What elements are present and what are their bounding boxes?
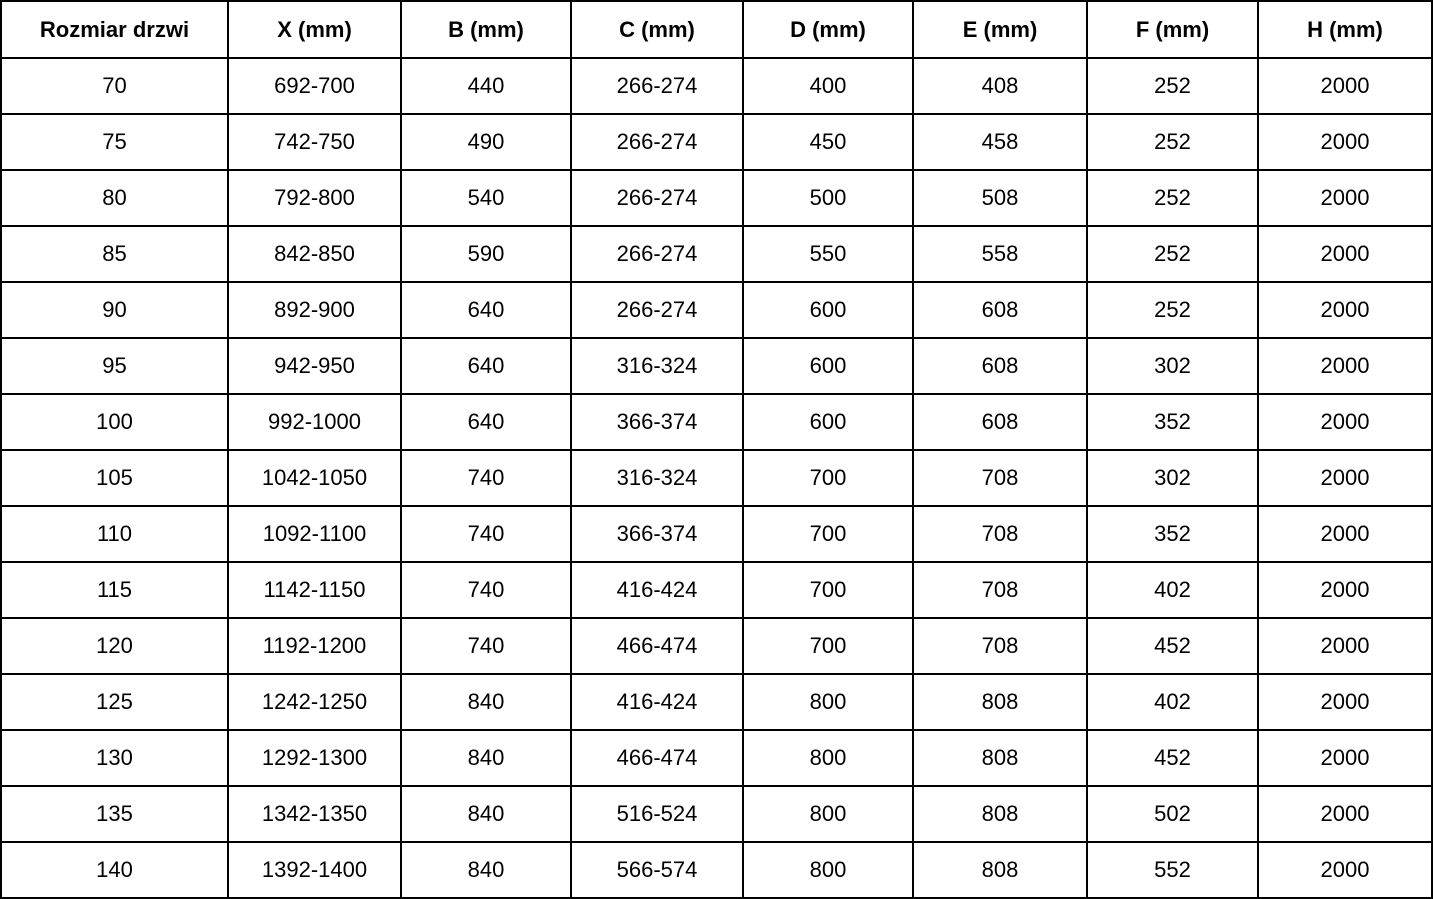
table-cell: 450	[743, 114, 913, 170]
table-cell: 740	[401, 506, 571, 562]
table-cell: 120	[1, 618, 228, 674]
table-cell: 992-1000	[228, 394, 401, 450]
table-cell: 800	[743, 674, 913, 730]
table-cell: 110	[1, 506, 228, 562]
table-cell: 2000	[1258, 562, 1432, 618]
table-cell: 558	[913, 226, 1087, 282]
table-cell: 316-324	[571, 450, 743, 506]
table-cell: 2000	[1258, 170, 1432, 226]
table-row	[1, 506, 1432, 562]
table-cell: 2000	[1258, 450, 1432, 506]
table-cell: 416-424	[571, 562, 743, 618]
table-cell: 600	[743, 394, 913, 450]
table-cell: 740	[401, 562, 571, 618]
table-cell: 402	[1087, 674, 1258, 730]
table-cell: 740	[401, 618, 571, 674]
column-header: D (mm)	[743, 1, 913, 58]
table-cell: 808	[913, 842, 1087, 898]
table-row	[1, 226, 1432, 282]
table-cell: 608	[913, 282, 1087, 338]
table-cell: 2000	[1258, 730, 1432, 786]
table-cell: 1242-1250	[228, 674, 401, 730]
table-row	[1, 730, 1432, 786]
table-cell: 266-274	[571, 58, 743, 114]
table-cell: 508	[913, 170, 1087, 226]
column-header: F (mm)	[1087, 1, 1258, 58]
table-cell: 266-274	[571, 282, 743, 338]
table-cell: 252	[1087, 226, 1258, 282]
table-cell: 302	[1087, 338, 1258, 394]
table-cell: 808	[913, 674, 1087, 730]
table-cell: 416-424	[571, 674, 743, 730]
table-cell: 458	[913, 114, 1087, 170]
table-cell: 366-374	[571, 506, 743, 562]
table-cell: 640	[401, 282, 571, 338]
table-cell: 540	[401, 170, 571, 226]
table-cell: 708	[913, 618, 1087, 674]
table-cell: 590	[401, 226, 571, 282]
table-cell: 840	[401, 786, 571, 842]
table-cell: 266-274	[571, 170, 743, 226]
table-cell: 1092-1100	[228, 506, 401, 562]
column-header: Rozmiar drzwi	[1, 1, 228, 58]
table-cell: 402	[1087, 562, 1258, 618]
table-cell: 840	[401, 674, 571, 730]
table-cell: 252	[1087, 58, 1258, 114]
table-cell: 800	[743, 786, 913, 842]
table-cell: 2000	[1258, 786, 1432, 842]
table-cell: 2000	[1258, 506, 1432, 562]
table-cell: 266-274	[571, 114, 743, 170]
table-cell: 502	[1087, 786, 1258, 842]
table-row	[1, 338, 1432, 394]
table-row	[1, 114, 1432, 170]
table-row	[1, 450, 1432, 506]
table-cell: 692-700	[228, 58, 401, 114]
table-cell: 352	[1087, 506, 1258, 562]
table-cell: 366-374	[571, 394, 743, 450]
table-cell: 316-324	[571, 338, 743, 394]
table-cell: 1142-1150	[228, 562, 401, 618]
table-cell: 840	[401, 842, 571, 898]
table-cell: 80	[1, 170, 228, 226]
table-cell: 90	[1, 282, 228, 338]
table-cell: 640	[401, 338, 571, 394]
table-cell: 452	[1087, 618, 1258, 674]
table-cell: 1392-1400	[228, 842, 401, 898]
table-cell: 252	[1087, 282, 1258, 338]
table-cell: 600	[743, 338, 913, 394]
header-row	[1, 1, 1432, 58]
table-cell: 2000	[1258, 394, 1432, 450]
table-cell: 70	[1, 58, 228, 114]
table-cell: 252	[1087, 170, 1258, 226]
table-cell: 400	[743, 58, 913, 114]
table-cell: 708	[913, 450, 1087, 506]
table-cell: 840	[401, 730, 571, 786]
table-cell: 640	[401, 394, 571, 450]
table-cell: 808	[913, 786, 1087, 842]
table-cell: 700	[743, 450, 913, 506]
table-cell: 2000	[1258, 674, 1432, 730]
table-cell: 490	[401, 114, 571, 170]
table-cell: 608	[913, 338, 1087, 394]
column-header: B (mm)	[401, 1, 571, 58]
column-header: C (mm)	[571, 1, 743, 58]
table-cell: 500	[743, 170, 913, 226]
table-cell: 708	[913, 562, 1087, 618]
table-cell: 2000	[1258, 114, 1432, 170]
table-cell: 800	[743, 842, 913, 898]
column-header: H (mm)	[1258, 1, 1432, 58]
table-cell: 566-574	[571, 842, 743, 898]
table-row	[1, 842, 1432, 898]
table-cell: 95	[1, 338, 228, 394]
table-cell: 115	[1, 562, 228, 618]
table-cell: 302	[1087, 450, 1258, 506]
table-cell: 125	[1, 674, 228, 730]
table-cell: 2000	[1258, 338, 1432, 394]
table-cell: 100	[1, 394, 228, 450]
table-cell: 2000	[1258, 226, 1432, 282]
table-cell: 842-850	[228, 226, 401, 282]
table-cell: 1192-1200	[228, 618, 401, 674]
table-cell: 2000	[1258, 842, 1432, 898]
table-cell: 130	[1, 730, 228, 786]
table-cell: 466-474	[571, 618, 743, 674]
table-cell: 2000	[1258, 618, 1432, 674]
column-header: X (mm)	[228, 1, 401, 58]
table-cell: 800	[743, 730, 913, 786]
table-cell: 700	[743, 506, 913, 562]
table-cell: 700	[743, 618, 913, 674]
table-cell: 440	[401, 58, 571, 114]
table-cell: 408	[913, 58, 1087, 114]
table-cell: 1042-1050	[228, 450, 401, 506]
table-cell: 550	[743, 226, 913, 282]
table-cell: 700	[743, 562, 913, 618]
table-cell: 140	[1, 842, 228, 898]
table-row	[1, 394, 1432, 450]
table-body	[1, 58, 1432, 898]
table-cell: 708	[913, 506, 1087, 562]
table-row	[1, 674, 1432, 730]
table-cell: 2000	[1258, 282, 1432, 338]
table-row	[1, 170, 1432, 226]
table-cell: 552	[1087, 842, 1258, 898]
table-cell: 105	[1, 450, 228, 506]
column-header: E (mm)	[913, 1, 1087, 58]
table-cell: 2000	[1258, 58, 1432, 114]
table-cell: 742-750	[228, 114, 401, 170]
table-cell: 740	[401, 450, 571, 506]
table-cell: 85	[1, 226, 228, 282]
table-cell: 792-800	[228, 170, 401, 226]
table-cell: 600	[743, 282, 913, 338]
table-cell: 808	[913, 730, 1087, 786]
table-cell: 266-274	[571, 226, 743, 282]
table-row	[1, 786, 1432, 842]
table-cell: 466-474	[571, 730, 743, 786]
table-cell: 352	[1087, 394, 1258, 450]
table-cell: 452	[1087, 730, 1258, 786]
table-cell: 516-524	[571, 786, 743, 842]
table-row	[1, 562, 1432, 618]
table-cell: 75	[1, 114, 228, 170]
table-cell: 1292-1300	[228, 730, 401, 786]
table-cell: 252	[1087, 114, 1258, 170]
table-cell: 135	[1, 786, 228, 842]
table-row	[1, 618, 1432, 674]
table-cell: 1342-1350	[228, 786, 401, 842]
table-row	[1, 282, 1432, 338]
table-cell: 608	[913, 394, 1087, 450]
table-row	[1, 58, 1432, 114]
table-cell: 942-950	[228, 338, 401, 394]
table-cell: 892-900	[228, 282, 401, 338]
